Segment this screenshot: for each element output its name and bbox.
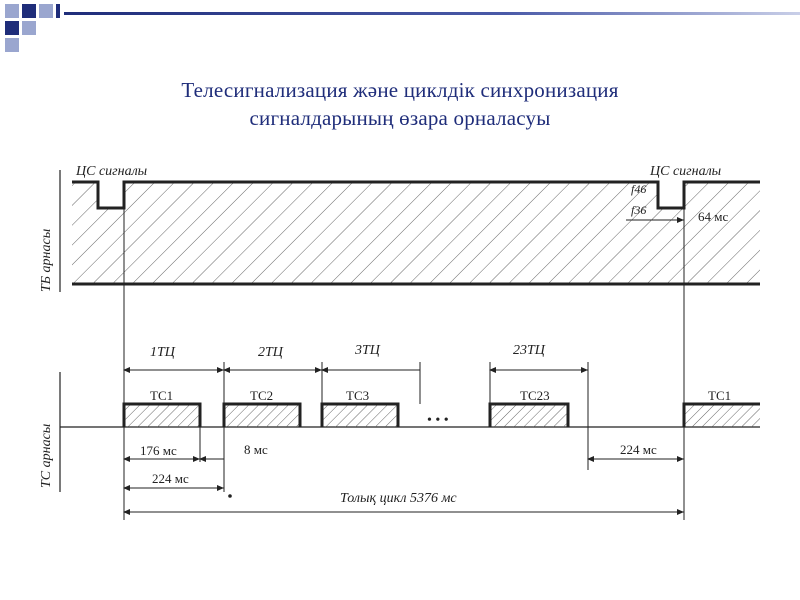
duration-224-right-label: 224 мс [620, 442, 657, 457]
svg-text:ТС1: ТС1 [150, 388, 174, 403]
pulses-ellipsis: • • • [427, 413, 449, 428]
pulse-tc1-next [684, 388, 760, 427]
slide-title-line2: сигналдарының өзара орналасуы [249, 106, 551, 130]
slide-title-line1: Телесигнализация және циклдік синхронизация [181, 78, 619, 102]
full-cycle-label: Толық цикл 5376 мс [340, 491, 457, 506]
pulse-tc2 [224, 388, 300, 427]
cs-signal-right-label: ЦС сигналы [650, 164, 722, 179]
cycle-label-3: 3ТЦ [355, 343, 380, 358]
pulse-tc3 [322, 388, 398, 427]
tc-channel [39, 343, 760, 512]
svg-text:ТС23: ТС23 [520, 388, 550, 403]
freq-low-label: f36 [631, 203, 647, 217]
svg-text:ТС3: ТС3 [346, 388, 370, 403]
cycle-label-23: 23ТЦ [513, 343, 545, 358]
tb-channel [39, 164, 760, 292]
cycle-label-2: 2ТЦ [258, 345, 283, 360]
cycle-label-1: 1ТЦ [150, 345, 175, 360]
duration-8-label: 8 мс [244, 442, 268, 457]
pulse-tc1 [124, 388, 200, 427]
svg-text:ТС1: ТС1 [708, 388, 732, 403]
pulse-tc23 [490, 388, 568, 427]
tb-channel-label: ТБ арнасы [39, 228, 54, 292]
duration-176-label: 176 мс [140, 443, 177, 458]
freq-high-label: f46 [631, 182, 647, 196]
duration-64-label: 64 мс [698, 209, 729, 224]
duration-224-left-label: 224 мс [152, 471, 189, 486]
cs-signal-left-label: ЦС сигналы [76, 164, 148, 179]
tc-channel-label: ТС арнасы [39, 423, 54, 488]
svg-text:ТС2: ТС2 [250, 388, 274, 403]
